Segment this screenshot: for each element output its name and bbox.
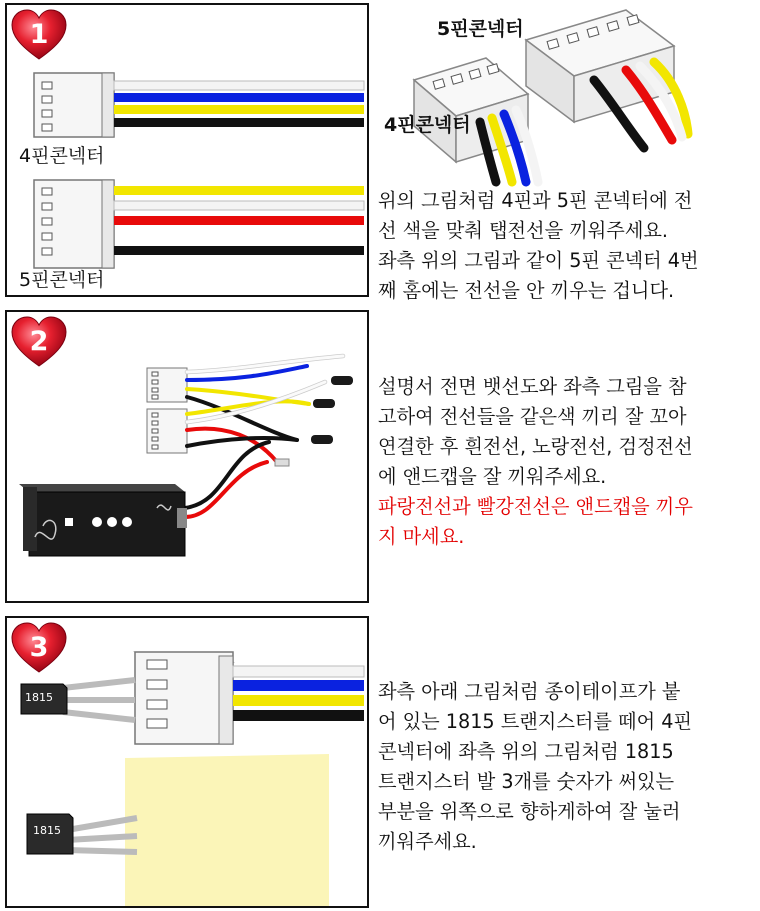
step2-panel [5,310,369,603]
battery-holder-illustration [19,484,187,556]
step3-desc-line: 부분을 위쪽으로 향하게하여 잘 눌러 [378,800,681,823]
four-pin-wires [114,81,364,127]
five-pin-label: 5핀콘넥터 [19,269,105,291]
step3-desc-line: 트랜지스터 발 3개를 숫자가 써있는 [378,770,675,793]
four-pin-wires [233,666,364,721]
four-pin-label: 4핀콘넥터 [19,145,105,167]
step3-description [378,677,692,857]
step-number: 3 [29,632,49,663]
step2-desc-line: 에 앤드캡을 잘 끼워주세요. [378,465,607,488]
step2-desc-line: 고하여 전선들을 같은색 끼리 잘 꼬아 [378,405,687,428]
step3-desc-line: 어 있는 1815 트랜지스터를 떼어 4핀 [378,710,692,733]
step2-warning-line: 파랑전선과 빨강전선은 앤드캡을 끼우 [378,495,693,518]
wire-twisting-diagram [7,312,367,601]
transistor-label: 1815 [33,824,61,837]
step2-description [378,372,693,552]
step2-warning-line: 지 마세요. [378,525,465,548]
step2-desc-line: 설명서 전면 뱃선도와 좌측 그림을 참 [378,375,687,398]
step3-panel [5,616,369,908]
five-pin-connector-small [147,409,187,453]
step1-desc-line: 위의 그림처럼 4핀과 5핀 콘넥터에 전 [378,189,693,212]
step-number: 1 [29,19,49,50]
step3-desc-line: 끼워주세요. [378,830,477,853]
step1-description [378,186,699,306]
transistor-insert-diagram [7,618,367,906]
photo-four-pin-label: 4핀콘넥터 [384,114,471,136]
step3-desc-line: 콘넥터에 좌측 위의 그림처럼 1815 [378,740,674,763]
connector-photo-illustration [376,2,758,187]
step3-desc-line: 좌측 아래 그림처럼 종이테이프가 붙 [378,680,681,703]
four-pin-connector-illustration [135,652,233,744]
four-pin-connector-illustration [34,73,114,137]
step2-desc-line: 연결한 후 흰전선, 노랑전선, 검정전선 [378,435,693,458]
four-pin-connector-small [147,368,187,402]
step1-desc-line: 째 홈에는 전선을 안 끼우는 겁니다. [378,279,675,302]
step1-desc-line: 좌측 위의 그림과 같이 5핀 콘넥터 4번 [378,249,699,272]
photo-five-pin-label: 5핀콘넥터 [437,18,524,40]
paper-tape-illustration [27,754,329,906]
step1-desc-line: 선 색을 맞춰 탭전선을 끼워주세요. [378,219,668,242]
end-caps [275,376,353,466]
five-pin-connector-illustration [34,180,114,268]
five-pin-wires [114,186,364,255]
step-number: 2 [29,326,49,357]
step1-panel [5,3,369,297]
transistor-label: 1815 [25,691,53,704]
